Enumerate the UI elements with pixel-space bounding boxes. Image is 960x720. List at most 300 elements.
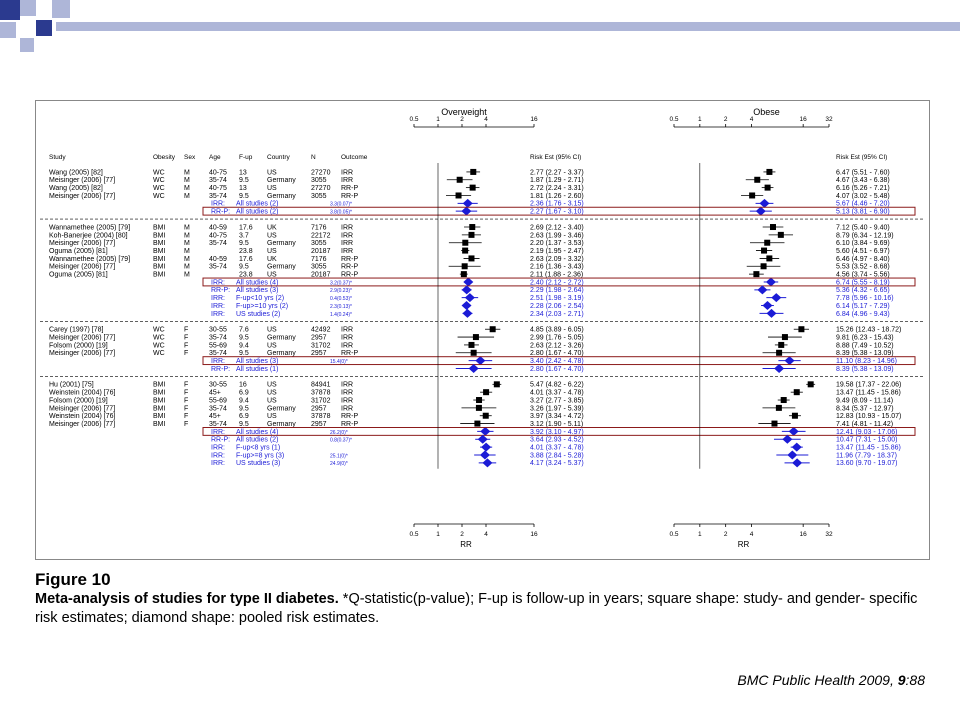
pooled-label: IRR: xyxy=(211,444,225,452)
citation-year: 2009, xyxy=(858,672,898,688)
pooled-q: 2.9(0.23)* xyxy=(330,288,352,295)
cell-age: 40-75 xyxy=(209,185,227,193)
pooled-diamond xyxy=(782,435,792,444)
cell-country: US xyxy=(267,389,277,397)
cell-obesity: WC xyxy=(153,177,165,185)
pooled-label: RR-P: xyxy=(211,365,231,373)
cell-age: 35-74 xyxy=(209,350,227,358)
cell-sex: F xyxy=(184,420,189,428)
study-square xyxy=(473,334,479,340)
ob-ci-text: 6.84 (4.96 - 9.43) xyxy=(836,310,890,318)
cell-fup: 7.6 xyxy=(239,326,249,334)
cell-sex: F xyxy=(184,334,189,342)
tick-label: 16 xyxy=(530,531,538,538)
pooled-diamond xyxy=(774,364,784,373)
study-square xyxy=(490,326,496,332)
cell-n: 37878 xyxy=(311,389,331,397)
cell-fup: 9.5 xyxy=(239,350,249,358)
cell-outcome: IRR xyxy=(341,240,354,248)
cell-study: Meisinger (2006) [77] xyxy=(49,240,116,248)
ow-ci-text: 3.88 (2.84 - 5.28) xyxy=(530,452,584,460)
ob-ci-text: 12.41 (9.03 - 17.06) xyxy=(836,428,898,436)
cell-study: Carey (1997) [78] xyxy=(49,326,104,334)
deco-square-light-2 xyxy=(52,0,70,18)
cell-age: 35-74 xyxy=(209,420,227,428)
cell-study: Wang (2005) [82] xyxy=(49,185,103,193)
tick-label: 4 xyxy=(749,116,754,123)
cell-sex: M xyxy=(184,232,190,240)
col-header: F-up xyxy=(239,154,253,161)
cell-age: 45+ xyxy=(209,389,221,397)
cell-outcome: IRR xyxy=(341,169,354,177)
study-square xyxy=(770,224,776,230)
cell-study: Meisinger (2006) [77] xyxy=(49,192,116,200)
pooled-q: 0.8(0.37)* xyxy=(330,437,352,444)
pooled-label: IRR: xyxy=(211,279,225,287)
tick-label: 0.5 xyxy=(409,116,419,123)
caption-title: Meta-analysis of studies for type II diabetes. xyxy=(35,591,339,607)
ow-ci-text: 2.72 (2.24 - 3.31) xyxy=(530,185,584,193)
study-square xyxy=(771,421,777,427)
study-square xyxy=(776,350,782,356)
cell-age: 35-74 xyxy=(209,334,227,342)
cell-obesity: WC xyxy=(153,169,165,177)
pooled-diamond xyxy=(462,285,472,294)
cell-study: Wannamethee (2005) [79] xyxy=(49,255,131,263)
study-square xyxy=(766,255,772,261)
study-square xyxy=(764,240,770,246)
cell-fup: 9.5 xyxy=(239,405,249,413)
pooled-group: F-up>=10 yrs (2) xyxy=(236,302,289,310)
tick-label: 0.5 xyxy=(669,116,679,123)
pooled-label: IRR: xyxy=(211,295,225,303)
pooled-diamond xyxy=(469,364,479,373)
caption-text xyxy=(35,590,925,628)
cell-sex: M xyxy=(184,263,190,271)
ow-ci-text: 2.28 (2.06 - 2.54) xyxy=(530,302,584,310)
cell-country: Germany xyxy=(267,263,296,271)
ow-ci-text: 3.64 (2.93 - 4.52) xyxy=(530,436,584,444)
cell-study: Wannamethee (2005) [79] xyxy=(49,224,131,232)
cell-obesity: BMI xyxy=(153,271,166,279)
tick-label: 2 xyxy=(460,531,464,538)
ob-ci-text: 7.41 (4.81 - 11.42) xyxy=(836,420,894,428)
pooled-diamond xyxy=(475,356,485,365)
pooled-label: RR-P: xyxy=(211,208,231,216)
col-header: Outcome xyxy=(341,154,368,161)
ow-ci-text: 1.81 (1.26 - 2.60) xyxy=(530,192,584,200)
cell-obesity: WC xyxy=(153,192,165,200)
cell-n: 7176 xyxy=(311,255,327,263)
ob-ci-text: 6.74 (5.55 - 8.19) xyxy=(836,279,890,287)
cell-outcome: IRR xyxy=(341,389,354,397)
cell-sex: F xyxy=(184,389,189,397)
ow-ci-text: 3.26 (1.97 - 5.39) xyxy=(530,405,584,413)
cell-country: Germany xyxy=(267,350,296,358)
cell-age: 40-59 xyxy=(209,224,227,232)
citation-volume: 9 xyxy=(897,672,906,688)
study-square xyxy=(469,224,475,230)
study-square xyxy=(483,413,489,419)
cell-sex: F xyxy=(184,413,189,421)
cell-fup: 13 xyxy=(239,169,247,177)
pooled-label: IRR: xyxy=(211,452,225,460)
study-square xyxy=(474,421,480,427)
cell-country: US xyxy=(267,397,277,405)
study-square xyxy=(461,271,467,277)
pooled-diamond xyxy=(462,309,472,318)
cell-sex: M xyxy=(184,177,190,185)
study-square xyxy=(808,381,814,387)
tick-label: 2 xyxy=(723,116,728,123)
citation-journal: BMC Public Health xyxy=(737,672,855,688)
cell-country: US xyxy=(267,271,277,279)
pooled-group: All studies (1) xyxy=(236,365,279,373)
cell-study: Folsom (2000) [19] xyxy=(49,397,108,405)
pooled-diamond xyxy=(762,301,772,310)
cell-outcome: RR-P xyxy=(341,350,359,358)
pooled-diamond xyxy=(792,443,802,452)
cell-country: US xyxy=(267,326,277,334)
ow-ci-text: 2.20 (1.37 - 3.53) xyxy=(530,240,584,248)
cell-country: UK xyxy=(267,255,277,263)
caption-body: *Q-statistic(p-value); F-up is follow-up in years; square shape: study- and gender- specific risk estimates; diamond shape: pooled risk estimates. xyxy=(35,591,918,626)
cell-obesity: WC xyxy=(153,350,165,358)
cell-fup: 17.6 xyxy=(239,255,253,263)
study-square xyxy=(778,342,784,348)
cell-sex: M xyxy=(184,247,190,255)
ob-ci-text: 12.83 (10.93 - 15.07) xyxy=(836,413,902,421)
cell-sex: F xyxy=(184,326,189,334)
cell-country: Germany xyxy=(267,192,296,200)
panel-title: Overweight xyxy=(441,107,487,117)
cell-country: US xyxy=(267,185,277,193)
pooled-group: F-up>=8 yrs (3) xyxy=(236,452,285,460)
tick-label: 1 xyxy=(698,531,702,538)
cell-age: 35-74 xyxy=(209,177,227,185)
study-square xyxy=(766,169,772,175)
cell-n: 20187 xyxy=(311,271,331,279)
axis-label: RR xyxy=(737,540,750,549)
pooled-label: IRR: xyxy=(211,200,225,208)
pooled-diamond xyxy=(482,458,492,467)
study-square xyxy=(468,232,474,238)
ob-ci-text: 6.16 (5.26 - 7.21) xyxy=(836,185,890,193)
ob-ci-text: 4.07 (3.02 - 5.48) xyxy=(836,192,890,200)
cell-sex: F xyxy=(184,397,189,405)
cell-obesity: BMI xyxy=(153,255,166,263)
pooled-diamond xyxy=(462,301,472,310)
cell-fup: 6.9 xyxy=(239,389,249,397)
ow-ci-text: 2.63 (1.99 - 3.46) xyxy=(530,232,584,240)
cell-fup: 9.5 xyxy=(239,240,249,248)
deco-bar xyxy=(56,22,960,31)
cell-country: Germany xyxy=(267,334,296,342)
pooled-group: All studies (4) xyxy=(236,428,279,436)
pooled-q: 3.8(0.05)* xyxy=(330,209,352,216)
cell-country: US xyxy=(267,232,277,240)
pooled-group: All studies (2) xyxy=(236,200,279,208)
pooled-diamond xyxy=(757,285,767,294)
cell-sex: M xyxy=(184,185,190,193)
ow-ci-text: 3.97 (3.34 - 4.72) xyxy=(530,413,584,421)
study-square xyxy=(798,326,804,332)
study-square xyxy=(761,248,767,254)
study-square xyxy=(471,350,477,356)
ow-ci-text: 2.69 (2.12 - 3.40) xyxy=(530,224,584,232)
ow-ci-text: 2.63 (2.12 - 3.26) xyxy=(530,342,584,350)
cell-age: 35-74 xyxy=(209,405,227,413)
cell-sex: M xyxy=(184,224,190,232)
ow-ci-text: 4.01 (3.37 - 4.78) xyxy=(530,389,584,397)
ow-ci-text: 4.17 (3.24 - 5.37) xyxy=(530,460,584,468)
pooled-group: All studies (2) xyxy=(236,436,279,444)
ow-ci-text: 1.87 (1.29 - 2.71) xyxy=(530,177,584,185)
cell-obesity: WC xyxy=(153,334,165,342)
pooled-diamond xyxy=(760,199,770,208)
pooled-q: 15.4(0)* xyxy=(330,359,348,366)
cell-fup: 9.5 xyxy=(239,192,249,200)
cell-country: US xyxy=(267,342,277,350)
cell-outcome: IRR xyxy=(341,247,354,255)
cell-n: 3055 xyxy=(311,263,327,271)
journal-citation xyxy=(737,672,925,688)
ow-ci-text: 2.80 (1.67 - 4.70) xyxy=(530,350,584,358)
pooled-label: IRR: xyxy=(211,428,225,436)
ow-ci-text: 2.36 (1.76 - 3.15) xyxy=(530,200,584,208)
col-header: N xyxy=(311,154,316,161)
cell-n: 27270 xyxy=(311,169,331,177)
tick-label: 1 xyxy=(436,116,440,123)
citation-pages: :88 xyxy=(905,672,925,688)
cell-study: Hu (2001) [75] xyxy=(49,381,94,389)
cell-outcome: IRR xyxy=(341,381,354,389)
cell-n: 2957 xyxy=(311,334,327,342)
ob-ci-text: 5.13 (3.81 - 6.90) xyxy=(836,208,890,216)
cell-outcome: IRR xyxy=(341,224,354,232)
cell-obesity: BMI xyxy=(153,263,166,271)
pooled-diamond xyxy=(461,207,471,216)
ob-ci-text: 4.56 (3.74 - 5.56) xyxy=(836,271,890,279)
ob-ci-text: 13.47 (11.45 - 15.86) xyxy=(836,389,901,397)
cell-study: Koh-Banerjee (2004) [80] xyxy=(49,232,128,240)
tick-label: 0.5 xyxy=(669,531,679,538)
cell-sex: F xyxy=(184,381,189,389)
pooled-q: 25.1(0)* xyxy=(330,453,348,460)
cell-n: 22172 xyxy=(311,232,331,240)
cell-study: Oguma (2005) [81] xyxy=(49,271,108,279)
cell-age: 40-75 xyxy=(209,232,227,240)
deco-square-light-1 xyxy=(20,0,36,16)
cell-country: Germany xyxy=(267,420,296,428)
tick-label: 2 xyxy=(723,531,728,538)
cell-obesity: BMI xyxy=(153,240,166,248)
tick-label: 4 xyxy=(484,531,488,538)
slide-decoration xyxy=(0,0,960,60)
ob-ci-text: 19.58 (17.37 - 22.06) xyxy=(836,381,902,389)
ob-ci-text: 5.67 (4.46 - 7.20) xyxy=(836,200,890,208)
pooled-q: 26.2(0)* xyxy=(330,429,348,436)
ob-ci-text: 6.46 (4.97 - 8.40) xyxy=(836,255,890,263)
cell-age: 30-55 xyxy=(209,326,227,334)
pooled-diamond xyxy=(478,435,488,444)
caption-label: Figure 10 xyxy=(35,570,111,589)
cell-outcome: IRR xyxy=(341,397,354,405)
pooled-diamond xyxy=(480,427,490,436)
pooled-q: 2.3(0.13)* xyxy=(330,303,352,310)
cell-country: Germany xyxy=(267,177,296,185)
figure-panel xyxy=(35,100,930,560)
forest-plot xyxy=(36,101,929,559)
pooled-diamond xyxy=(463,199,473,208)
ob-ci-text: 5.36 (4.32 - 6.65) xyxy=(836,287,890,295)
study-square xyxy=(470,185,476,191)
deco-square-dark-1 xyxy=(0,0,20,20)
pooled-label: IRR: xyxy=(211,358,225,366)
study-square xyxy=(468,255,474,261)
pooled-q: 3.3(0.07)* xyxy=(330,201,352,208)
cell-outcome: RR-P xyxy=(341,185,359,193)
ow-ci-text: 4.01 (3.37 - 4.78) xyxy=(530,444,584,452)
tick-label: 16 xyxy=(799,116,807,123)
cell-obesity: WC xyxy=(153,326,165,334)
ow-ci-text: 2.27 (1.67 - 3.10) xyxy=(530,208,584,216)
cell-country: Germany xyxy=(267,405,296,413)
study-square xyxy=(476,397,482,403)
ob-ci-text: 8.79 (6.34 - 12.19) xyxy=(836,232,894,240)
study-square xyxy=(794,389,800,395)
cell-country: US xyxy=(267,381,277,389)
tick-label: 1 xyxy=(698,116,702,123)
cell-age: 35-74 xyxy=(209,192,227,200)
study-square xyxy=(462,240,468,246)
study-square xyxy=(782,334,788,340)
cell-study: Weinstein (2004) [76] xyxy=(49,413,116,421)
ob-ci-text: 11.96 (7.79 - 18.37) xyxy=(836,452,897,460)
ow-ci-text: 5.47 (4.82 - 6.22) xyxy=(530,381,584,389)
cell-obesity: BMI xyxy=(153,397,166,405)
col-header: Obesity xyxy=(153,154,176,161)
cell-n: 42492 xyxy=(311,326,331,334)
study-square xyxy=(781,397,787,403)
tick-label: 32 xyxy=(825,116,833,123)
tick-label: 4 xyxy=(749,531,754,538)
cell-fup: 3.7 xyxy=(239,232,249,240)
cell-n: 7176 xyxy=(311,224,327,232)
pooled-group: US studies (2) xyxy=(236,310,281,318)
cell-fup: 9.5 xyxy=(239,263,249,271)
cell-age: 35-74 xyxy=(209,263,227,271)
cell-fup: 9.5 xyxy=(239,177,249,185)
cell-study: Oguma (2005) [81] xyxy=(49,247,108,255)
ow-ci-text: 2.11 (1.88 - 2.36) xyxy=(530,271,584,279)
cell-sex: F xyxy=(184,405,189,413)
cell-n: 3055 xyxy=(311,240,327,248)
ob-ci-text: 10.47 (7.31 - 15.00) xyxy=(836,436,898,444)
pooled-diamond xyxy=(463,277,473,286)
cell-outcome: RR-P xyxy=(341,271,359,279)
study-square xyxy=(761,263,767,269)
cell-n: 84941 xyxy=(311,381,331,389)
tick-label: 16 xyxy=(799,531,807,538)
col-header: Country xyxy=(267,154,290,161)
tick-label: 2 xyxy=(460,116,464,123)
cell-fup: 23.8 xyxy=(239,271,253,279)
cell-country: US xyxy=(267,413,277,421)
col-header-ob-ci: Risk Est (95% CI) xyxy=(836,154,888,161)
cell-fup: 9.5 xyxy=(239,420,249,428)
ob-ci-text: 5.53 (3.52 - 8.68) xyxy=(836,263,890,271)
cell-sex: M xyxy=(184,169,190,177)
study-square xyxy=(792,413,798,419)
pooled-group: US studies (3) xyxy=(236,460,281,468)
ob-ci-text: 6.47 (5.51 - 7.60) xyxy=(836,169,890,177)
pooled-diamond xyxy=(771,293,781,302)
cell-fup: 23.8 xyxy=(239,247,253,255)
cell-n: 27270 xyxy=(311,185,331,193)
cell-age: 30-55 xyxy=(209,381,227,389)
pooled-q: 0.4(0.53)* xyxy=(330,296,352,303)
cell-age: 45+ xyxy=(209,413,221,421)
cell-outcome: IRR xyxy=(341,405,354,413)
deco-square-dark-2 xyxy=(36,20,52,36)
deco-square-light-3 xyxy=(0,22,16,38)
cell-n: 31702 xyxy=(311,342,331,350)
pooled-diamond xyxy=(787,450,797,459)
pooled-group: All studies (3) xyxy=(236,358,279,366)
cell-obesity: BMI xyxy=(153,232,166,240)
cell-obesity: WC xyxy=(153,185,165,193)
pooled-q: 3.2(0.37)* xyxy=(330,280,352,287)
cell-outcome: RR-P xyxy=(341,420,359,428)
cell-age: 35-74 xyxy=(209,240,227,248)
cell-country: US xyxy=(267,169,277,177)
cell-study: Meisinger (2006) [77] xyxy=(49,405,116,413)
cell-obesity: BMI xyxy=(153,389,166,397)
study-square xyxy=(456,192,462,198)
pooled-diamond xyxy=(465,293,475,302)
cell-obesity: BMI xyxy=(153,420,166,428)
cell-study: Meisinger (2006) [77] xyxy=(49,263,116,271)
pooled-label: IRR: xyxy=(211,302,225,310)
cell-fup: 9.5 xyxy=(239,334,249,342)
ob-ci-text: 8.34 (5.37 - 12.97) xyxy=(836,405,894,413)
ow-ci-text: 2.99 (1.76 - 5.05) xyxy=(530,334,584,342)
pooled-group: F-up<10 yrs (2) xyxy=(236,295,285,303)
ob-ci-text: 8.88 (7.49 - 10.52) xyxy=(836,342,894,350)
cell-outcome: RR-P xyxy=(341,192,359,200)
pooled-diamond xyxy=(792,458,802,467)
ob-ci-text: 7.78 (5.96 - 10.16) xyxy=(836,295,894,303)
cell-outcome: RR-P xyxy=(341,263,359,271)
ow-ci-text: 3.12 (1.90 - 5.11) xyxy=(530,420,584,428)
cell-outcome: IRR xyxy=(341,326,354,334)
cell-obesity: BMI xyxy=(153,247,166,255)
tick-label: 0.5 xyxy=(409,531,419,538)
ow-ci-text: 2.29 (1.98 - 2.64) xyxy=(530,287,584,295)
ow-ci-text: 4.85 (3.89 - 6.05) xyxy=(530,326,584,334)
ob-ci-text: 11.10 (8.23 - 14.96) xyxy=(836,358,897,366)
cell-country: US xyxy=(267,247,277,255)
cell-fup: 13 xyxy=(239,185,247,193)
pooled-diamond xyxy=(785,356,795,365)
cell-age: 55-69 xyxy=(209,397,227,405)
cell-n: 3055 xyxy=(311,177,327,185)
pooled-diamond xyxy=(789,427,799,436)
ow-ci-text: 3.27 (2.77 - 3.85) xyxy=(530,397,584,405)
cell-fup: 9.4 xyxy=(239,397,249,405)
pooled-q: 24.9(0)* xyxy=(330,461,348,468)
